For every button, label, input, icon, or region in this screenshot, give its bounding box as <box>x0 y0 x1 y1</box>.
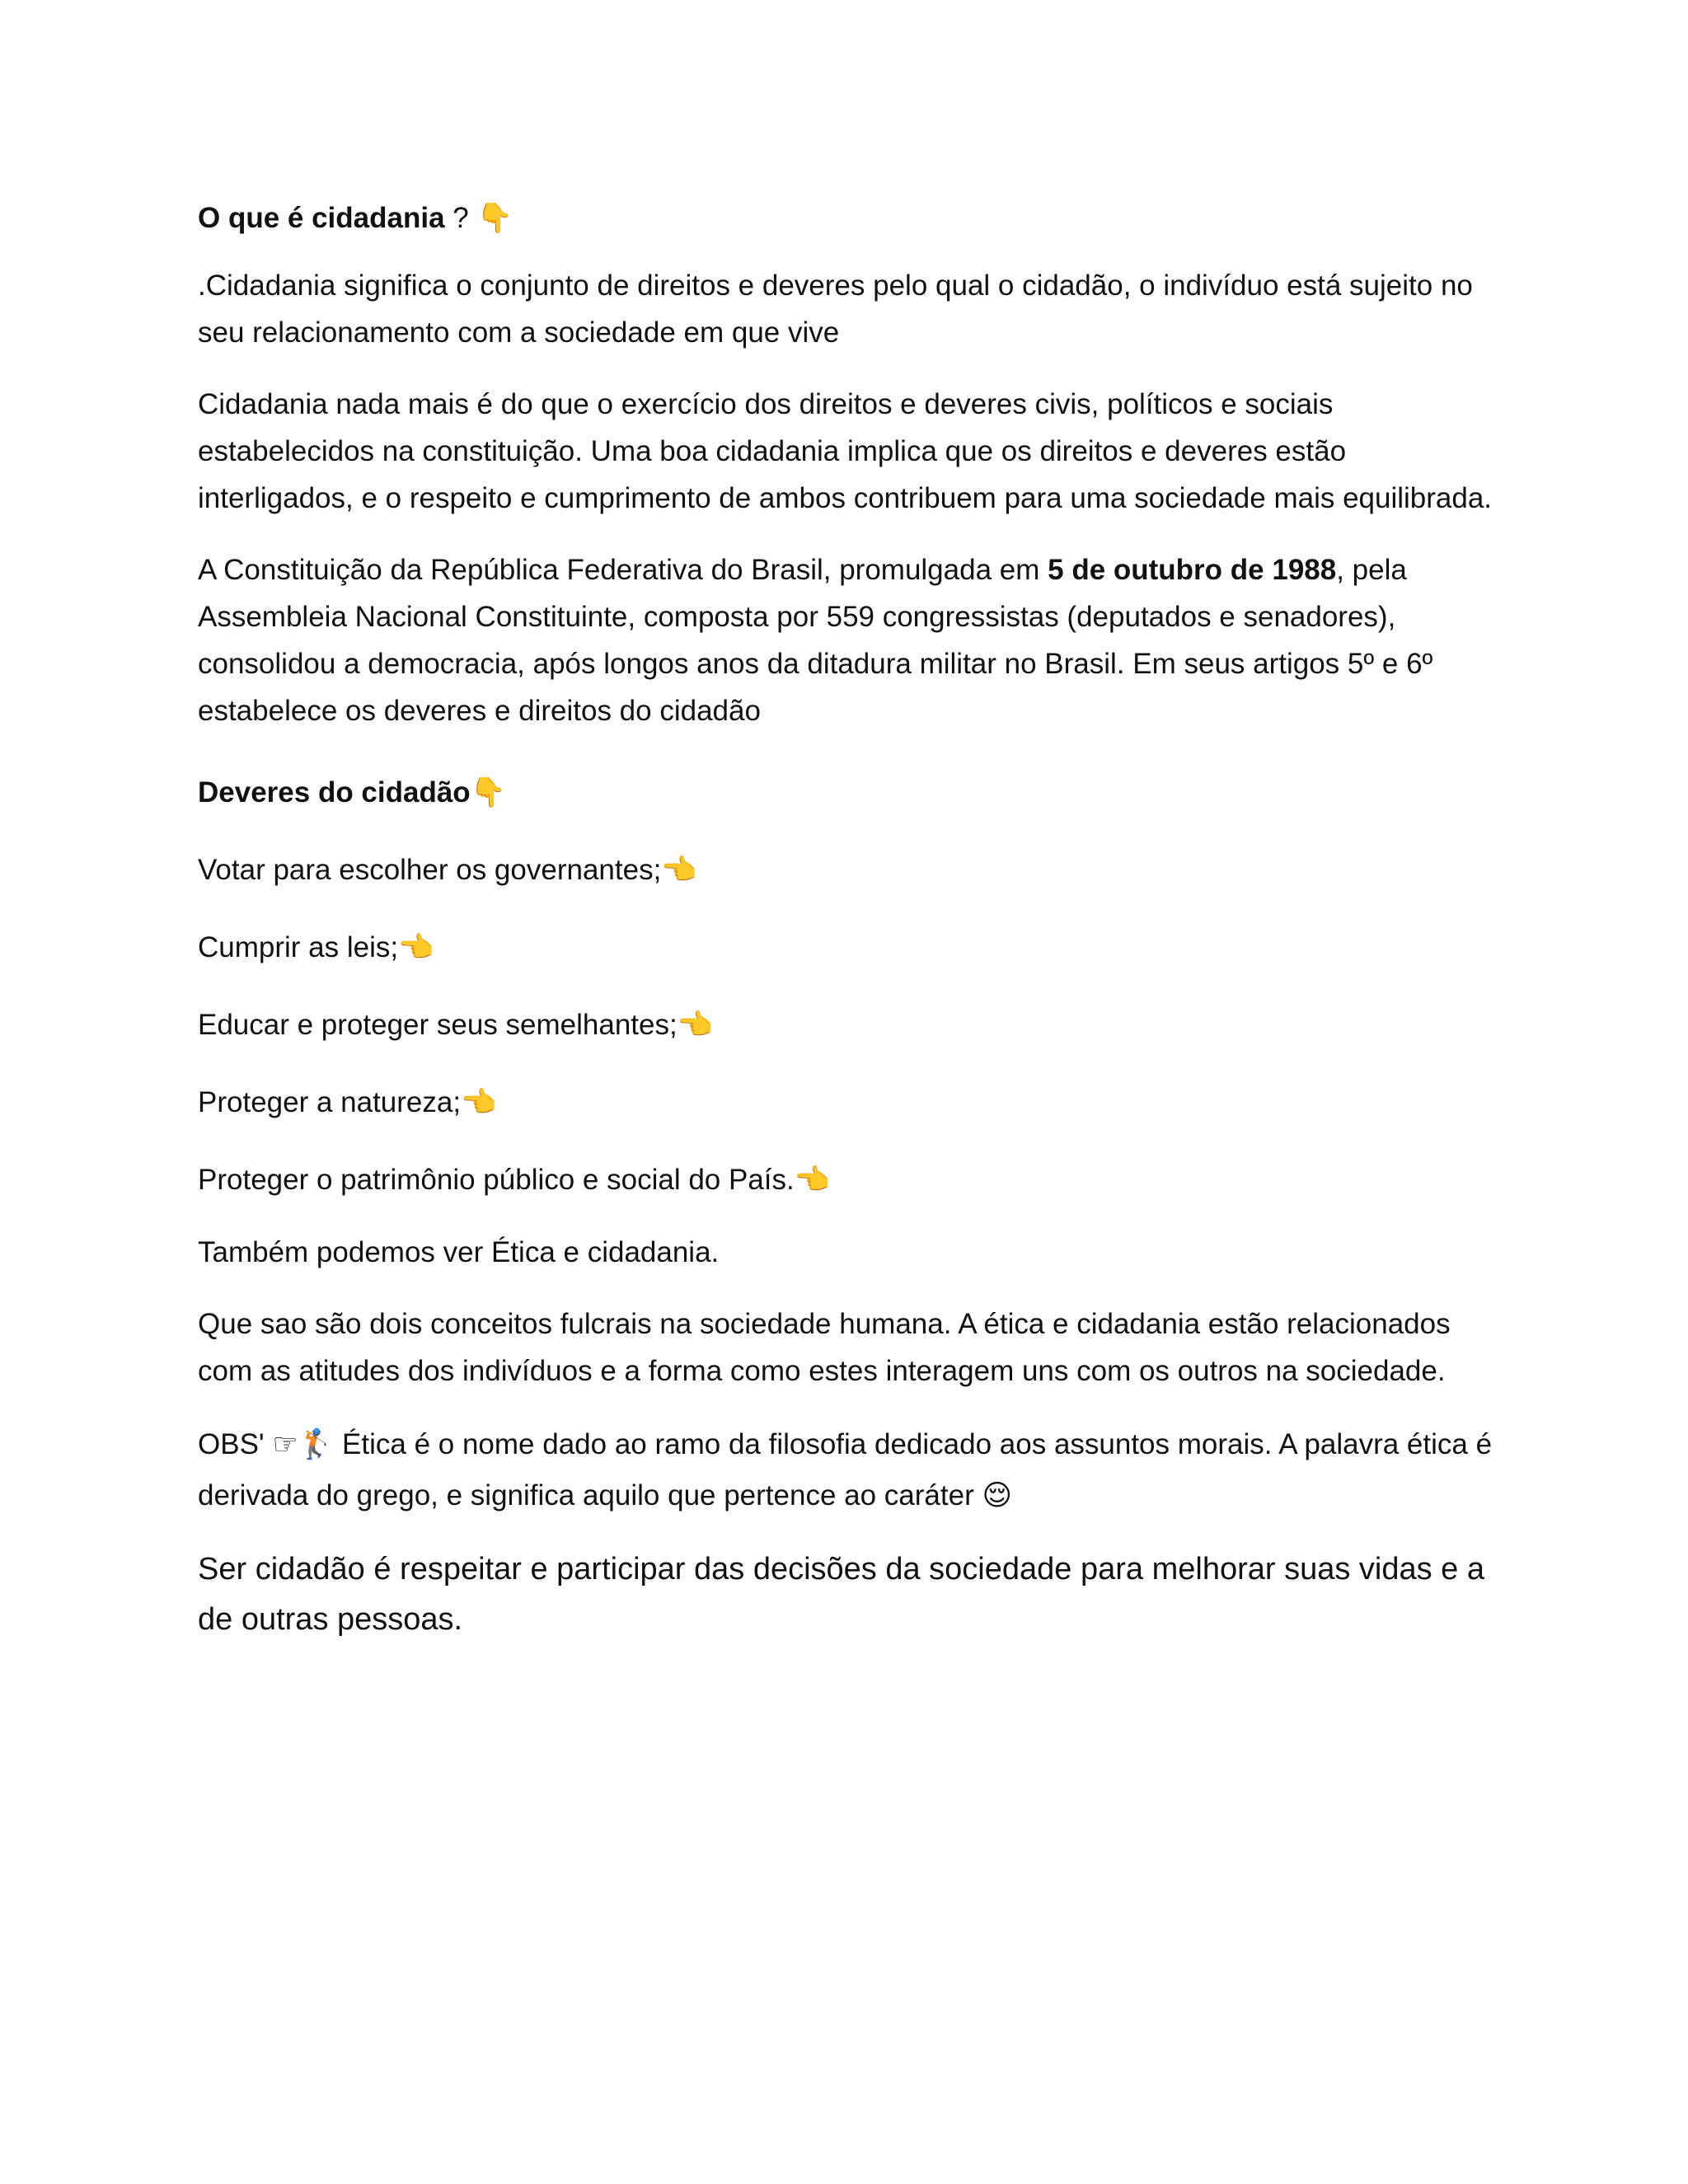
pointing-left-icon: 👈 <box>461 1086 497 1119</box>
duty-text: Votar para escolher os governantes; <box>198 854 662 886</box>
paragraph-definition: .Cidadania significa o conjunto de direitos e deveres pelo qual o cidadão, o indivíduo está sujeito no seu relacionamento com a sociedade em que vive <box>198 269 1473 349</box>
relieved-face-icon: 😌 <box>982 1479 1012 1512</box>
pointing-down-icon: 👇 <box>470 776 507 809</box>
paragraph-obs <box>198 1419 1500 1521</box>
paragraph-closing: Ser cidadão é respeitar e participar das decisões da sociedade para melhorar suas vidas e a de outras pessoas. <box>198 1552 1485 1637</box>
pointing-left-icon: 👈 <box>677 1009 714 1042</box>
constitution-text-before: A Constituição da República Federativa do Brasil, promulgada em <box>198 554 1048 586</box>
paragraph-constitution <box>198 546 1500 734</box>
pointing-down-icon: 👇 <box>476 202 513 235</box>
deveres-heading-text: Deveres do cidadão <box>198 776 471 808</box>
title-text: O que é cidadania <box>198 202 445 234</box>
duty-text: Educar e proteger seus semelhantes; <box>198 1009 678 1041</box>
duty-text: Cumprir as leis; <box>198 931 399 963</box>
paragraph-etica-intro: Também podemos ver Ética e cidadania. <box>198 1236 720 1268</box>
pointing-left-icon: 👈 <box>398 931 434 964</box>
paragraph-etica: Que sao são dois conceitos fulcrais na sociedade humana. A ética e cidadania estão relacionados com as atitudes dos indivíduos e a forma como estes interagem uns com os outros na sociedade. <box>198 1308 1451 1387</box>
obs-text: Ética é o nome dado ao ramo da filosofia dedicado aos assuntos morais. A palavra ética é derivada do grego, e significa aquilo que pertence ao caráter <box>198 1428 1493 1511</box>
pointing-hand-golfer-icon: ☞🏌 <box>272 1428 335 1461</box>
list-item <box>198 924 1500 972</box>
title-suffix: ? <box>444 202 469 234</box>
duty-text: Proteger a natureza; <box>198 1086 462 1118</box>
list-item <box>198 1079 1500 1127</box>
section-heading-deveres <box>198 769 1500 817</box>
paragraph-exercise: Cidadania nada mais é do que o exercício dos direitos e deveres civis, políticos e sociais estabelecidos na constituição. Uma boa cidadania implica que os direitos e deveres estão interligados, e o respeito e cumprimento de ambos contribuem para uma sociedade mais equilibrada. <box>198 388 1493 514</box>
pointing-left-icon: 👈 <box>661 854 697 887</box>
constitution-date: 5 de outubro de 1988 <box>1048 554 1337 586</box>
list-item <box>198 1156 1500 1204</box>
pointing-left-icon: 👈 <box>794 1164 831 1197</box>
list-item <box>198 846 1500 894</box>
list-item <box>198 1001 1500 1049</box>
page-title <box>198 194 1500 242</box>
obs-label: OBS' <box>198 1428 265 1460</box>
document-body <box>198 194 1500 1645</box>
constitution-text-after: , pela Assembleia Nacional Constituinte, composta por 559 congressistas (deputados e senadores), consolidou a democracia, após longos anos da ditadura militar no Brasil. Em seus artigos 5º e 6º estabelece os deveres e direitos do cidadão <box>198 554 1433 727</box>
duty-text: Proteger o patrimônio público e social do País. <box>198 1164 795 1196</box>
